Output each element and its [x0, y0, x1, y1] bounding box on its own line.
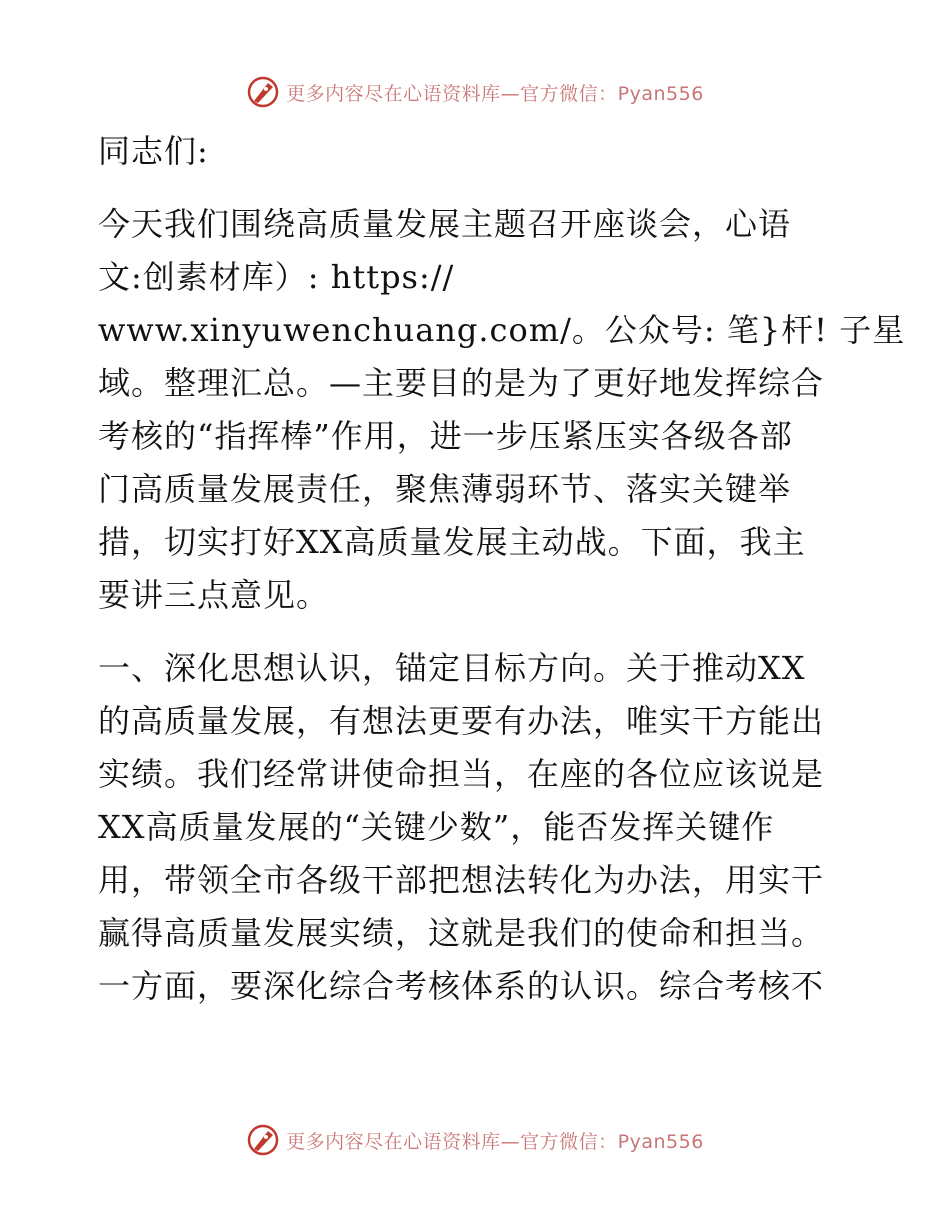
- pen-nib-logo-icon: [246, 75, 280, 109]
- text-line: 门高质量发展责任，聚焦薄弱环节、落实关键举: [98, 470, 792, 508]
- paragraph-intro: [98, 198, 906, 622]
- text-line: XX高质量发展的“关键少数”，能否发挥关键作: [98, 808, 775, 846]
- header-watermark: [0, 72, 950, 112]
- watermark-text: 更多内容尽在心语资料库—官方微信：Pyan556: [286, 82, 704, 105]
- text-line: 今天我们围绕高质量发展主题召开座谈会，心语: [98, 205, 792, 243]
- text-line: 考核的“指挥棒”作用，进一步压紧压实各级各部: [98, 417, 793, 455]
- text-line: www.xinyuwenchuang.com/。公众号: 笔}杆! 子星: [98, 311, 906, 349]
- document-body: [98, 125, 906, 1013]
- text-line: 的高质量发展，有想法更要有办法，唯实干方能出: [98, 702, 825, 740]
- text-line: 赢得高质量发展实绩，这就是我们的使命和担当。: [98, 914, 825, 952]
- paragraph-section-one: [98, 642, 858, 1013]
- watermark-text: 更多内容尽在心语资料库—官方微信：Pyan556: [286, 1130, 704, 1153]
- greeting: 同志们:: [98, 132, 209, 170]
- text-line: 文:创素材库）: https://: [98, 258, 455, 296]
- text-line: 一、深化思想认识，锚定目标方向。关于推动XX: [98, 649, 806, 687]
- text-line: 实绩。我们经常讲使命担当，在座的各位应该说是: [98, 755, 825, 793]
- text-line: 用，带领全市各级干部把想法转化为办法，用实干: [98, 861, 825, 899]
- text-line: 一方面，要深化综合考核体系的认识。综合考核不: [98, 967, 825, 1005]
- text-line: 要讲三点意见。: [98, 576, 330, 614]
- footer-watermark: [0, 1120, 950, 1160]
- pen-nib-logo-icon: [246, 1123, 280, 1157]
- text-line: 域。整理汇总。—主要目的是为了更好地发挥综合: [98, 364, 825, 402]
- text-line: 措，切实打好XX高质量发展主动战。下面，我主: [98, 523, 806, 561]
